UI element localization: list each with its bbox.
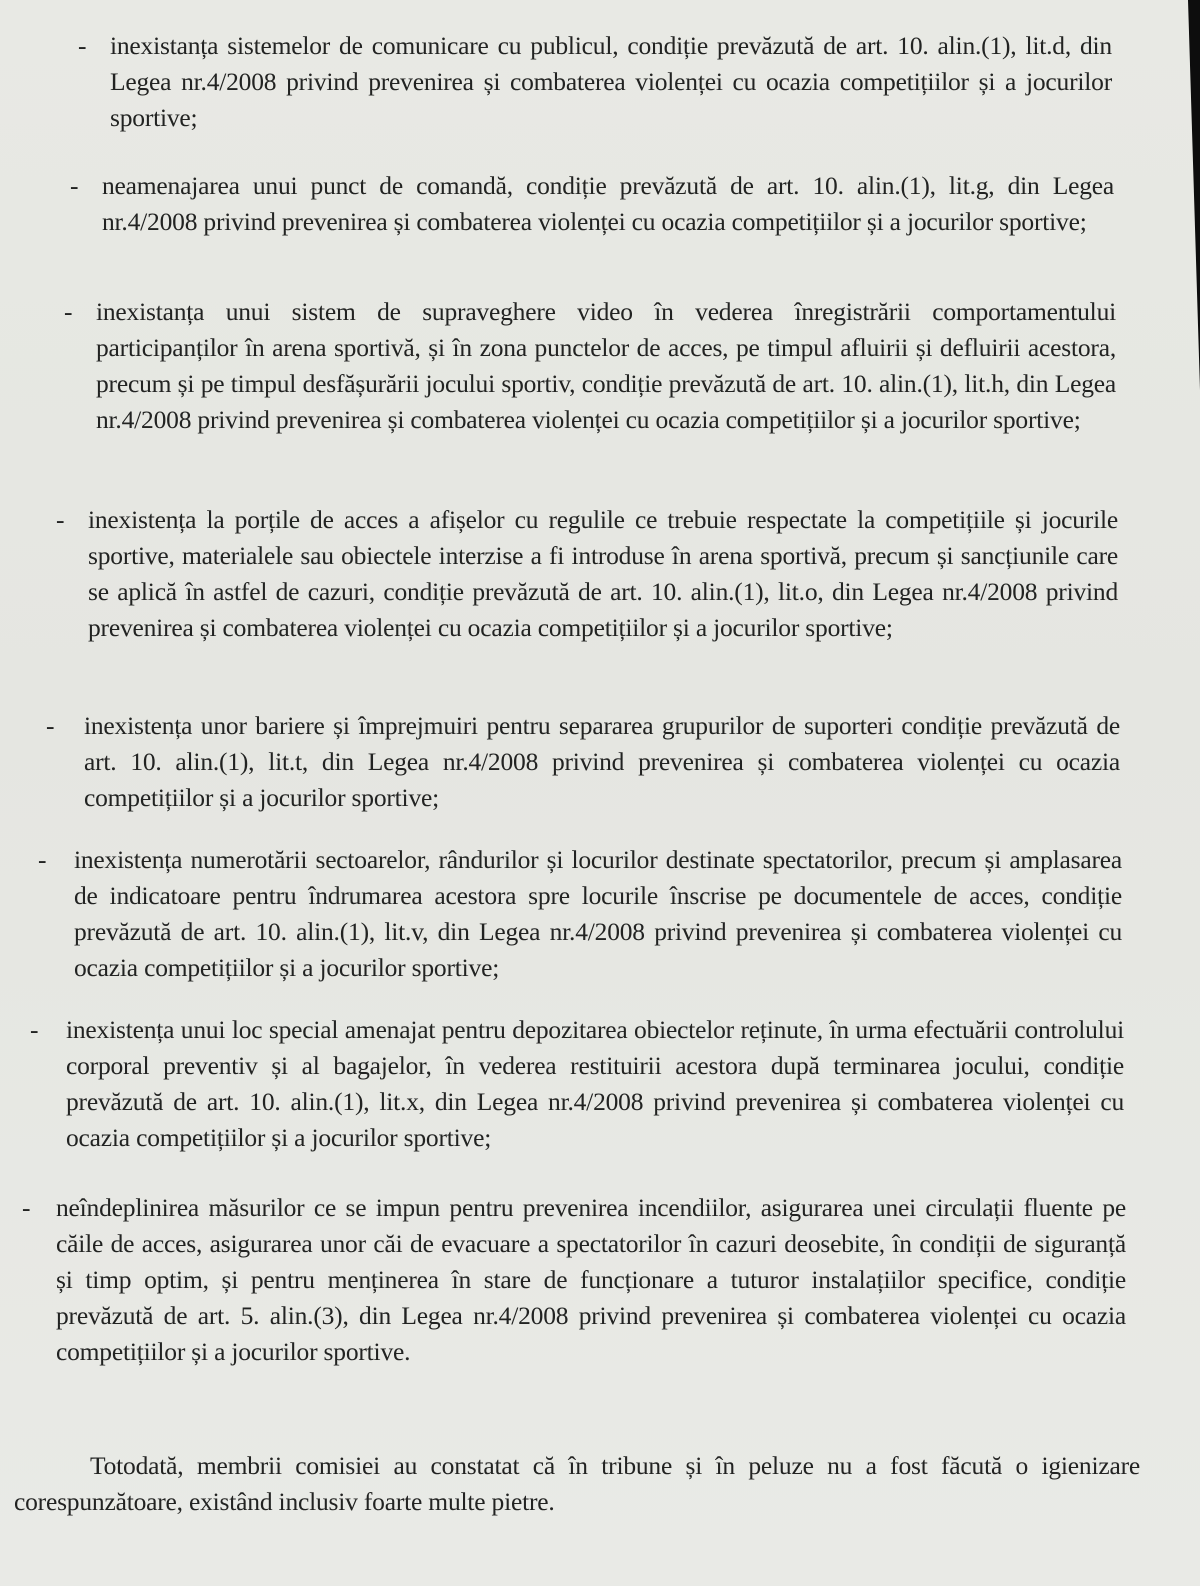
- list-item-text: inexistența unui loc special amenajat pentru depozitarea obiectelor reținute, în urma efectuării controlului corporal preventiv și al bagajelor, în vederea restituirii acestora după terminarea jocului, condiție prevăzută de art. 10. alin.(1), lit.x, din Legea nr.4/2008 privind prevenirea și combaterea violenței cu ocazia competițiilor și a jocurilor sportive;: [66, 1015, 1124, 1152]
- list-item: [46, 708, 1120, 816]
- list-item-text: inexistanța sistemelor de comunicare cu publicul, condiție prevăzută de art. 10. alin.(1), lit.d, din Legea nr.4/2008 privind prevenirea și combaterea violenței cu ocazia competițiilor și a jocurilor sportive;: [110, 31, 1112, 132]
- list-item-text: inexistența numerotării sectoarelor, rândurilor și locurilor destinate spectatorilor, precum și amplasarea de indicatoare pentru îndrumarea acestora spre locurile înscrise pe documentele de acces, condiție prevăzută de art. 10. alin.(1), lit.v, din Legea nr.4/2008 privind prevenirea și combaterea violenței cu ocazia competițiilor și a jocurilor sportive;: [74, 845, 1122, 982]
- bullet-dash: -: [30, 1015, 39, 1044]
- bullet-dash: -: [70, 171, 79, 200]
- list-item: [70, 168, 1114, 240]
- list-item-text: neamenajarea unui punct de comandă, condiție prevăzută de art. 10. alin.(1), lit.g, din Legea nr.4/2008 privind prevenirea și combaterea violenței cu ocazia competițiilor și a jocurilor sportive;: [102, 171, 1114, 236]
- photo-edge-shadow: [1188, 0, 1200, 390]
- closing-paragraph-text: Totodată, membrii comisiei au constatat că în tribune și în peluze nu a fost făcută o igienizare corespunzătoare, existând inclusiv foarte multe pietre.: [14, 1451, 1140, 1516]
- list-item-text: inexistența unor bariere și împrejmuiri pentru separarea grupurilor de suporteri condiție prevăzută de art. 10. alin.(1), lit.t, din Legea nr.4/2008 privind prevenirea și combaterea violenței cu ocazia competițiilor și a jocurilor sportive;: [84, 711, 1120, 812]
- bullet-dash: -: [64, 297, 73, 326]
- list-item-text: inexistanța unui sistem de supraveghere video în vederea înregistrării comportamentului participanților în arena sportivă, și în zona punctelor de acces, pe timpul afluirii și defluirii acestora, precum și pe timpul desfășurării jocului sportiv, condiție prevăzută de art. 10. alin.(1), lit.h, din Legea nr.4/2008 privind prevenirea și combaterea violenței cu ocazia competițiilor și a jocurilor sportive;: [96, 297, 1116, 434]
- closing-paragraph: [14, 1448, 1140, 1520]
- list-item: [78, 28, 1112, 136]
- list-item: [56, 502, 1118, 646]
- bullet-dash: -: [46, 711, 55, 740]
- list-item: [30, 1012, 1124, 1156]
- list-item-text: inexistența la porțile de acces a afișelor cu regulile ce trebuie respectate la competițiile și jocurile sportive, materialele sau obiectele interzise a fi introduse în arena sportivă, precum și sancțiunile care se aplică în astfel de cazuri, condiție prevăzută de art. 10. alin.(1), lit.o, din Legea nr.4/2008 privind prevenirea și combaterea violenței cu ocazia competițiilor și a jocurilor sportive;: [88, 505, 1118, 642]
- list-item: [64, 294, 1116, 438]
- bullet-dash: -: [38, 845, 47, 874]
- bullet-dash: -: [78, 31, 87, 60]
- bullet-dash: -: [56, 505, 65, 534]
- list-item: [38, 842, 1122, 986]
- bullet-dash: -: [22, 1193, 31, 1222]
- list-item: [22, 1190, 1126, 1370]
- list-item-text: neîndeplinirea măsurilor ce se impun pentru prevenirea incendiilor, asigurarea unei circulații fluente pe căile de acces, asigurarea unor căi de evacuare a spectatorilor în cazuri deosebite, în condiții de siguranță și timp optim, și pentru menținerea în stare de funcționare a tuturor instalațiilor specifice, condiție prevăzută de art. 5. alin.(3), din Legea nr.4/2008 privind prevenirea și combaterea violenței cu ocazia competițiilor și a jocurilor sportive.: [56, 1193, 1126, 1366]
